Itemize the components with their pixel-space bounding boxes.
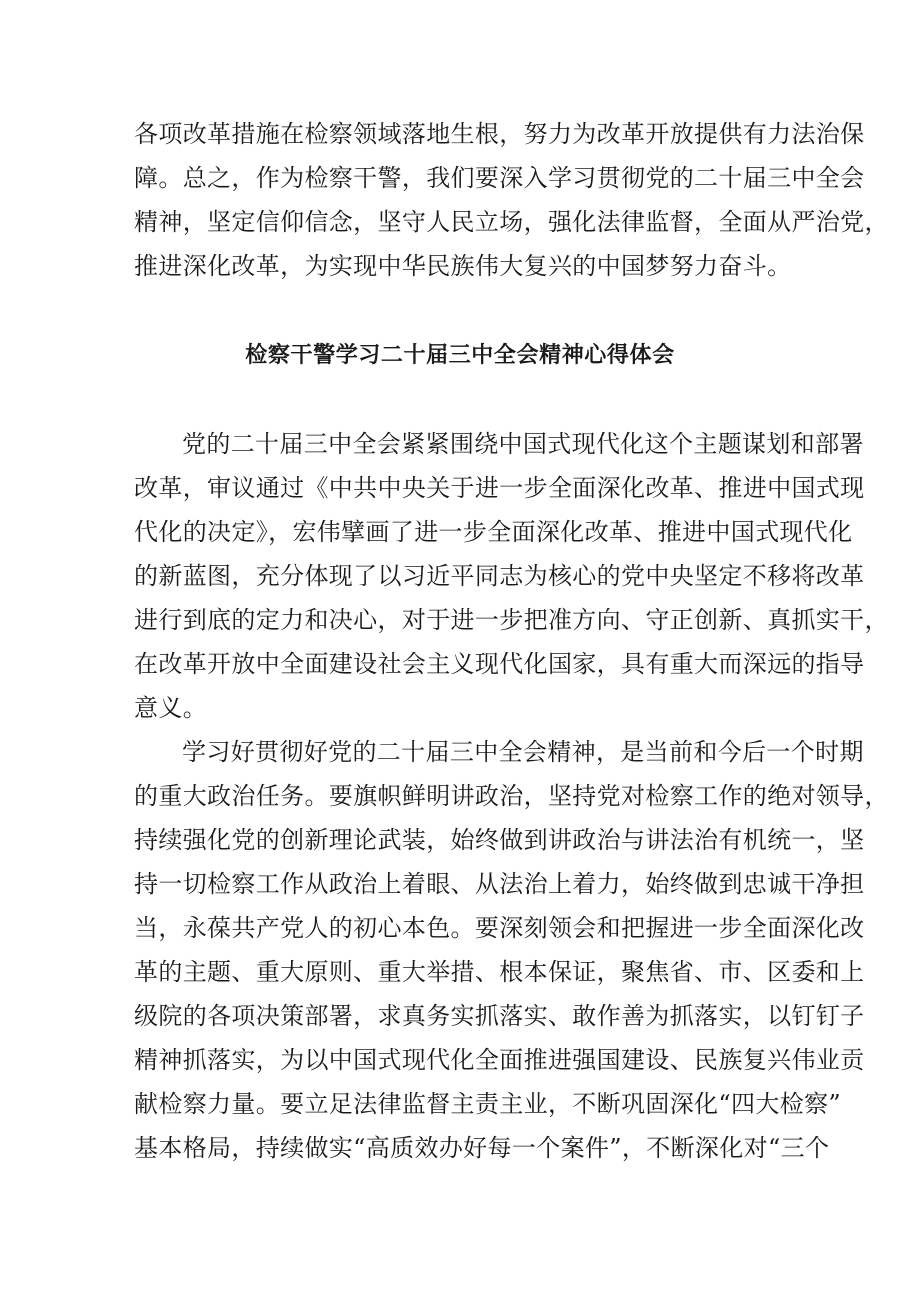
text-line: 在改革开放中全面建设社会主义现代化国家，具有重大而深远的指导: [134, 650, 865, 678]
text-line: 代化的决定》，宏伟擘画了进一步全面深化改革、推进中国式现代化: [134, 518, 853, 546]
text-line: 各项改革措施在检察领域落地生根，努力为改革开放提供有力法治保: [134, 120, 865, 148]
text-line: 献检察力量。要立足法律监督主责主业，不断巩固深化“四大检察”: [134, 1090, 842, 1118]
text-line: 级院的各项决策部署，求真务实抓落实、敢作善为抓落实，以钉钉子: [134, 1002, 865, 1030]
text-line: 革的主题、重大原则、重大举措、根本保证，聚焦省、市、区委和上: [134, 958, 865, 986]
text-line: 意义。: [134, 694, 208, 722]
text-line: 精神抓落实，为以中国式现代化全面推进强国建设、民族复兴伟业贡: [134, 1046, 865, 1074]
text-line: 改革，审议通过《中共中央关于进一步全面深化改革、推进中国式现: [134, 474, 865, 502]
text-line: 学习好贯彻好党的二十届三中全会精神，是当前和今后一个时期: [182, 738, 864, 766]
text-line: 的重大政治任务。要旗帜鲜明讲政治，坚持党对检察工作的绝对领导，: [134, 782, 889, 810]
text-line: 推进深化改革，为实现中华民族伟大复兴的中国梦努力奋斗。: [134, 252, 792, 280]
text-line: 的新蓝图，充分体现了以习近平同志为核心的党中央坚定不移将改革: [134, 562, 865, 590]
text-line: 基本格局，持续做实“高质效办好每一个案件”，不断深化对“三个: [134, 1134, 830, 1162]
text-line: 持一切检察工作从政治上着眼、从法治上着力，始终做到忠诚干净担: [134, 870, 865, 898]
text-line: 党的二十届三中全会紧紧围绕中国式现代化这个主题谋划和部署: [182, 430, 864, 458]
text-line: 当，永葆共产党人的初心本色。要深刻领会和把握进一步全面深化改: [134, 914, 865, 942]
text-line: 精神，坚定信仰信念，坚守人民立场，强化法律监督，全面从严治党，: [134, 208, 889, 236]
text-line: 障。总之，作为检察干警，我们要深入学习贯彻党的二十届三中全会: [134, 164, 865, 192]
section-title: 检察干警学习二十届三中全会精神心得体会: [245, 343, 675, 368]
text-line: 持续强化党的创新理论武装，始终做到讲政治与讲法治有机统一，坚: [134, 826, 865, 854]
text-line: 进行到底的定力和决心，对于进一步把准方向、守正创新、真抓实干，: [134, 606, 889, 634]
